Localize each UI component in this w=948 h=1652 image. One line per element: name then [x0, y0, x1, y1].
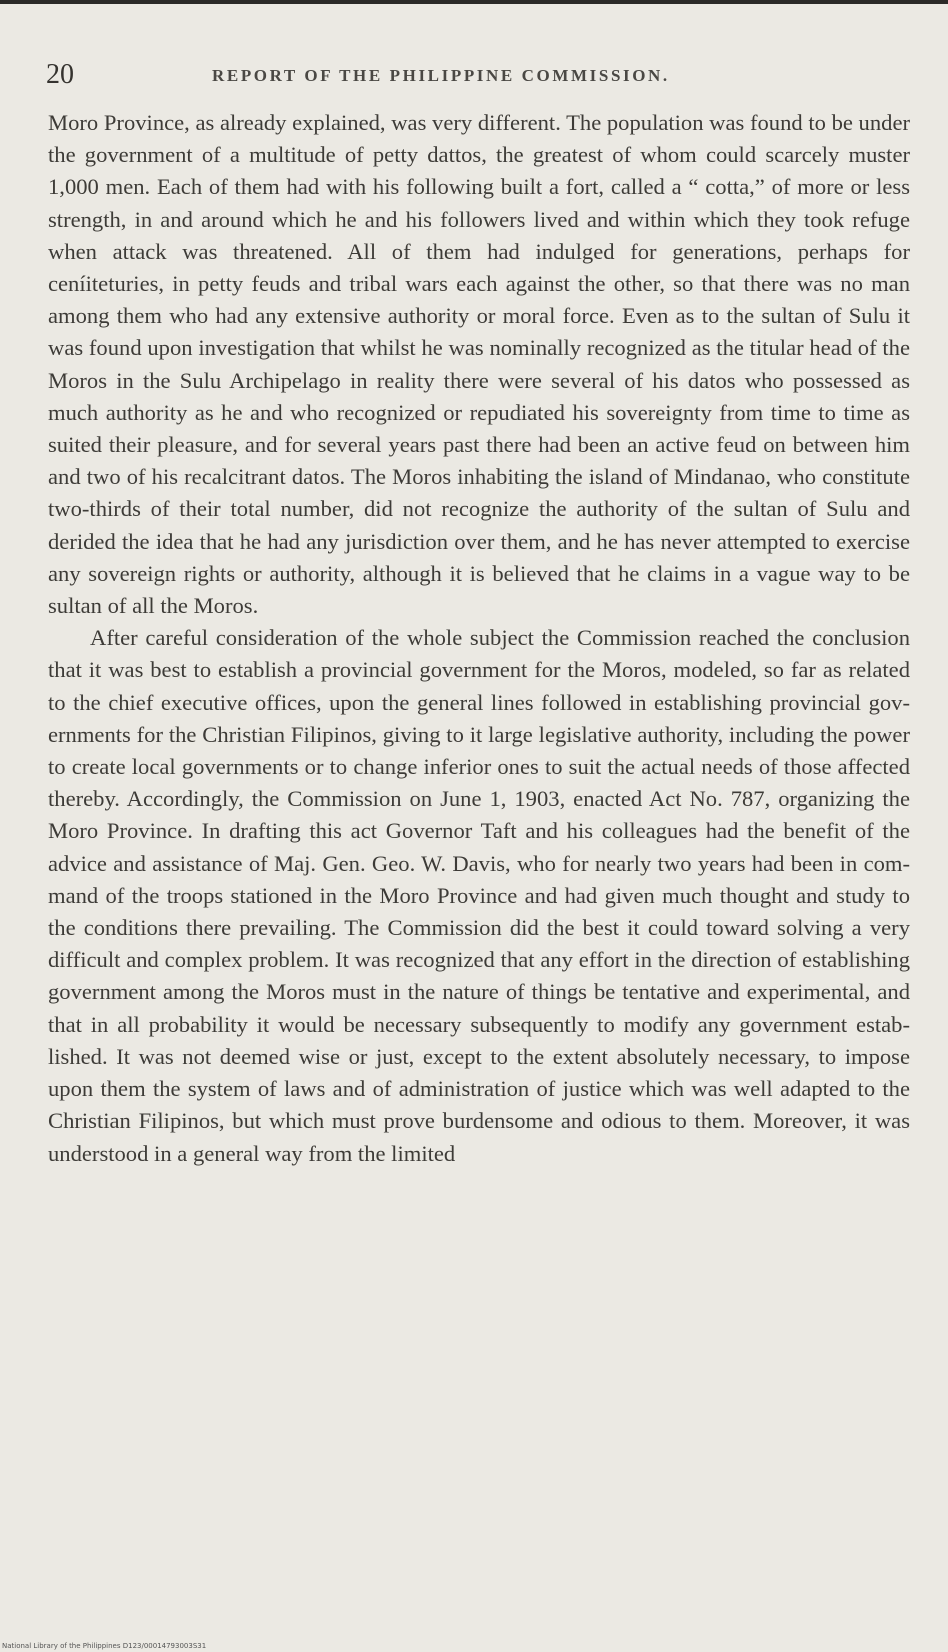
running-head [46, 60, 912, 94]
top-edge-rule [0, 0, 948, 4]
running-title: REPORT OF THE PHILIPPINE COMMISSION. [212, 66, 670, 85]
body-text [48, 107, 910, 1170]
paragraph-2: After careful consideration of the whole subject the Commission reached the conclusion that it was best to establish a provincial government for the Moros, modeled, so far as related to the chief executive offices, upon the general lines followed in establishing provincial governments for the Christian Filipinos, giving to it large legislative authority, including the power to create local governments or to change inferior ones to suit the actual needs of those affected thereby. Accordingly, the Commission on June 1, 1903, enacted Act No. 787, organizing the Moro Province. In drafting this act Governor Taft and his colleagues had the benefit of the advice and assistance of Maj. Gen. Geo. W. Davis, who for nearly two years had been in command of the troops stationed in the Moro Province and had given much thought and study to the conditions there prevailing. The Commission did the best it could toward solving a very difficult and complex problem. It was recognized that any effort in the direction of establishing government among the Moros must in the nature of things be tentative and experimental, and that in all probability it would be necessary subsequently to modify any government established. It was not deemed wise or just, except to the extent absolutely necessary, to impose upon them the system of laws and of administration of justice which was well adapted to the Christian Filipinos, but which must prove burdensome and odious to them. Moreover, it was understood in a general way from the limited [48, 625, 910, 1166]
source-footer: National Library of the Philippines D123/00014793003S31 [2, 1642, 207, 1650]
page-number: 20 [46, 59, 74, 90]
paragraph-1: Moro Province, as already explained, was very different. The population was found to be under the government of a multitude of petty dattos, the greatest of whom could scarcely muster 1,000 men. Each of them had with his following built a fort, called a “ cotta,” of more or less strength, in and around which he and his followers lived and within which they took refuge when attack was threatened. All of them had indulged for generations, perhaps for ceníiteturies, in petty feuds and tribal wars each against the other, so that there was no man among them who had any extensive authority or moral force. Even as to the sultan of Sulu it was found upon investigation that whilst he was nominally recognized as the titular head of the Moros in the Sulu Archipelago in reality there were several of his datos who possessed as much authority as he and who recognized or repudiated his sovereignty from time to time as suited their pleasure, and for several years past there had been an active feud on between him and two of his recalcitrant datos. The Moros inhabiting the island of Mindanao, who constitute two-thirds of their total number, did not recognize the authority of the sultan of Sulu and derided the idea that he had any jurisdiction over them, and he has never attempted to exercise any sovereign rights or authority, although it is believed that he claims in a vague way to be sultan of all the Moros. [48, 110, 910, 619]
